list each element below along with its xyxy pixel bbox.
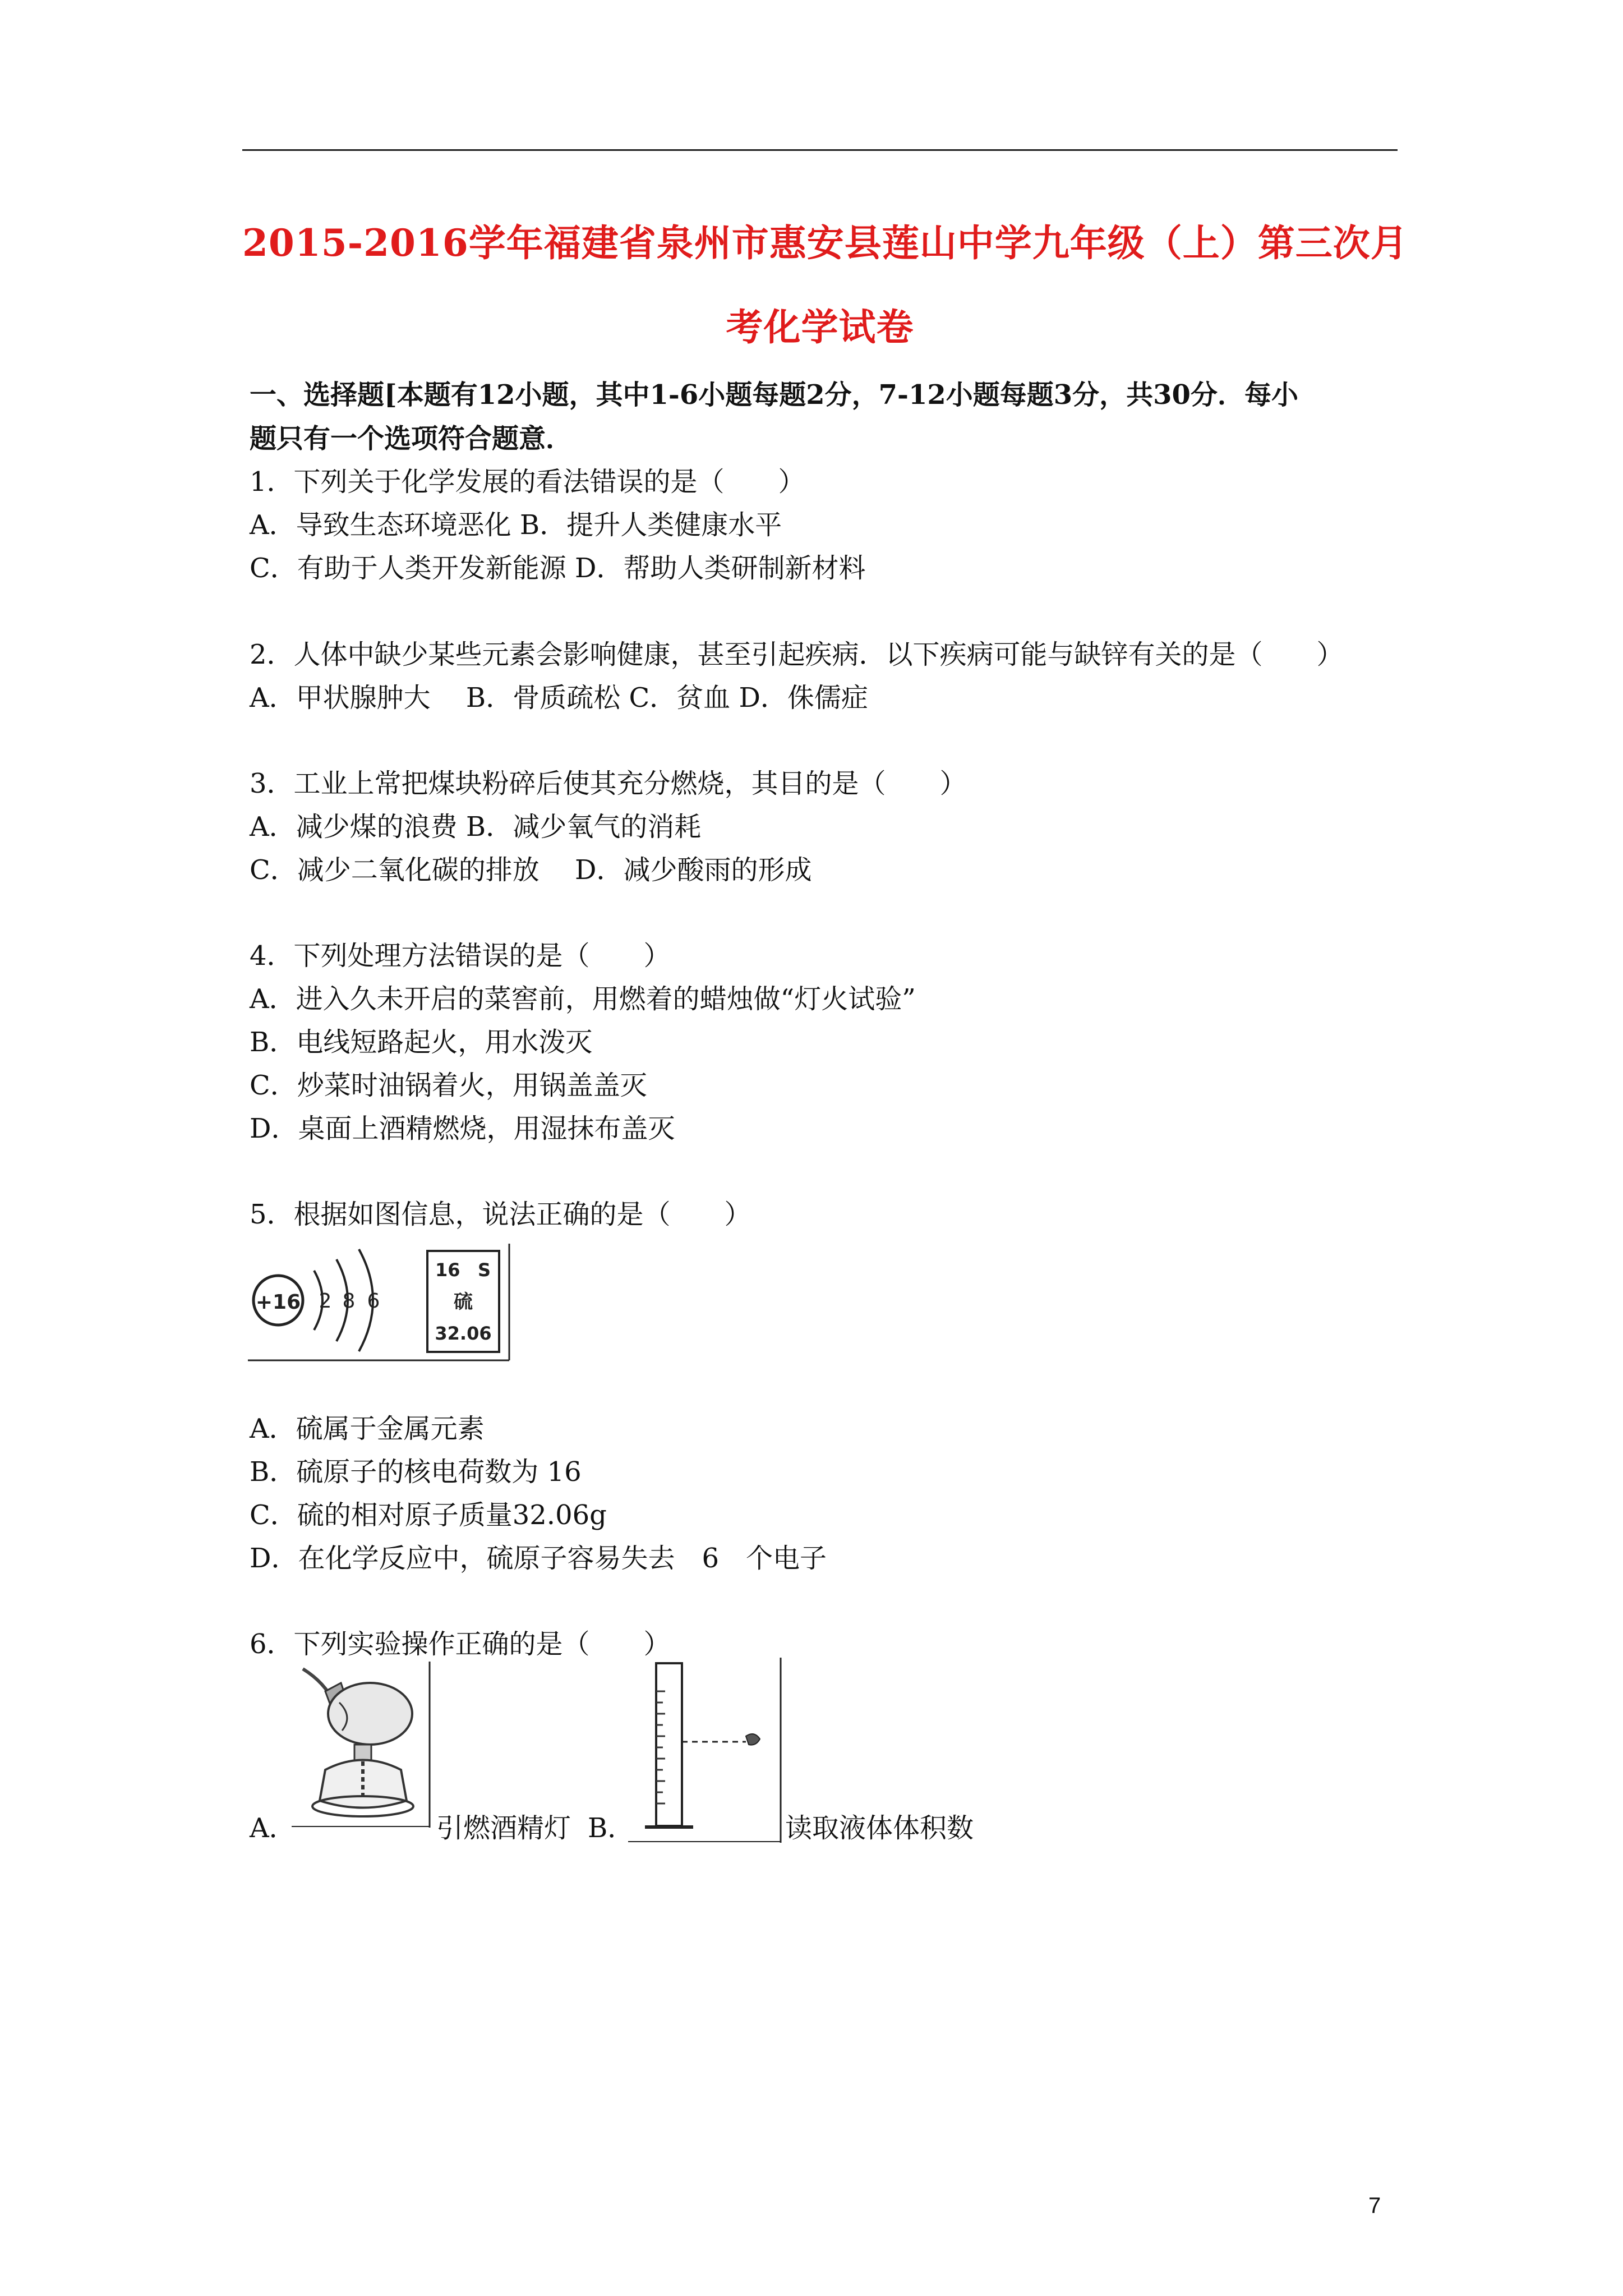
question-4-option-b: B．电线短路起火，用水泼灭	[250, 1027, 593, 1058]
section-heading-line1: 一、选择题[本题有12小题，其中1-6小题每题2分，7-12小题每题3分，共30分．每小	[250, 379, 1298, 411]
question-5-option-b: B．硫原子的核电荷数为 16	[250, 1456, 582, 1488]
question-1-stem: 1．下列关于化学发展的看法错误的是（ ）	[250, 466, 805, 498]
question-2-stem: 2．人体中缺少某些元素会影响健康，甚至引起疾病．以下疾病可能与缺锌有关的是（ ）	[250, 639, 1344, 670]
question-3-stem: 3．工业上常把煤块粉碎后使其充分燃烧，其目的是（ ）	[250, 768, 967, 799]
sulfur-atom-figure	[247, 1243, 510, 1363]
question-6-option-a-caption: 引燃酒精灯	[436, 1812, 571, 1844]
question-4-stem: 4．下列处理方法错误的是（ ）	[250, 940, 671, 972]
nucleus-charge: +16	[255, 1291, 301, 1314]
shell-3-count: 6	[367, 1290, 380, 1313]
element-number: 16	[435, 1259, 460, 1281]
question-1-option-cd: C．有助于人类开发新能源 D．帮助人类研制新材料	[250, 553, 866, 584]
question-3-option-cd: C．减少二氧化碳的排放 D．减少酸雨的形成	[250, 854, 812, 886]
element-symbol: S	[478, 1259, 491, 1281]
question-5-option-a: A．硫属于金属元素	[250, 1413, 485, 1444]
question-2-options: A．甲状腺肿大 B．骨质疏松 C．贫血 D．侏儒症	[250, 682, 868, 714]
question-4-option-a: A．进入久未开启的菜窖前，用燃着的蜡烛做“灯火试验”	[250, 983, 916, 1015]
shell-1-count: 2	[319, 1290, 332, 1313]
question-5-option-c: C．硫的相对原子质量32.06g	[250, 1499, 607, 1531]
header-rule	[242, 149, 1398, 151]
question-4-option-d: D．桌面上酒精燃烧，用湿抹布盖灭	[250, 1113, 675, 1144]
exam-title-line1: 2015-2016学年福建省泉州市惠安县莲山中学九年级（上）第三次月	[242, 221, 1408, 265]
question-4-option-c: C．炒菜时油锅着火，用锅盖盖灭	[250, 1070, 647, 1101]
eye-icon	[746, 1734, 760, 1745]
question-1-option-ab: A．导致生态环境恶化 B．提升人类健康水平	[250, 509, 782, 541]
alcohol-lamp-figure	[292, 1660, 432, 1829]
section-heading-line2: 题只有一个选项符合题意．	[250, 423, 573, 454]
question-3-option-ab: A．减少煤的浪费 B．减少氧气的消耗	[250, 811, 702, 843]
question-6-option-b-label: B．	[588, 1812, 635, 1844]
page-number: 7	[1368, 2193, 1381, 2218]
graduated-cylinder-figure	[628, 1658, 782, 1843]
element-name: 硫	[454, 1291, 473, 1313]
question-6-option-a-label: A．	[250, 1812, 296, 1844]
exam-title-line2: 考化学试卷	[726, 305, 914, 349]
question-5-option-d: D．在化学反应中，硫原子容易失去 6 个电子	[250, 1543, 827, 1574]
question-5-stem: 5．根据如图信息，说法正确的是（ ）	[250, 1199, 751, 1230]
atomic-mass: 32.06	[435, 1323, 492, 1344]
question-6-stem: 6．下列实验操作正确的是（ ）	[250, 1628, 671, 1660]
question-6-option-b-caption: 读取液体体积数	[785, 1812, 974, 1844]
shell-2-count: 8	[342, 1290, 356, 1313]
